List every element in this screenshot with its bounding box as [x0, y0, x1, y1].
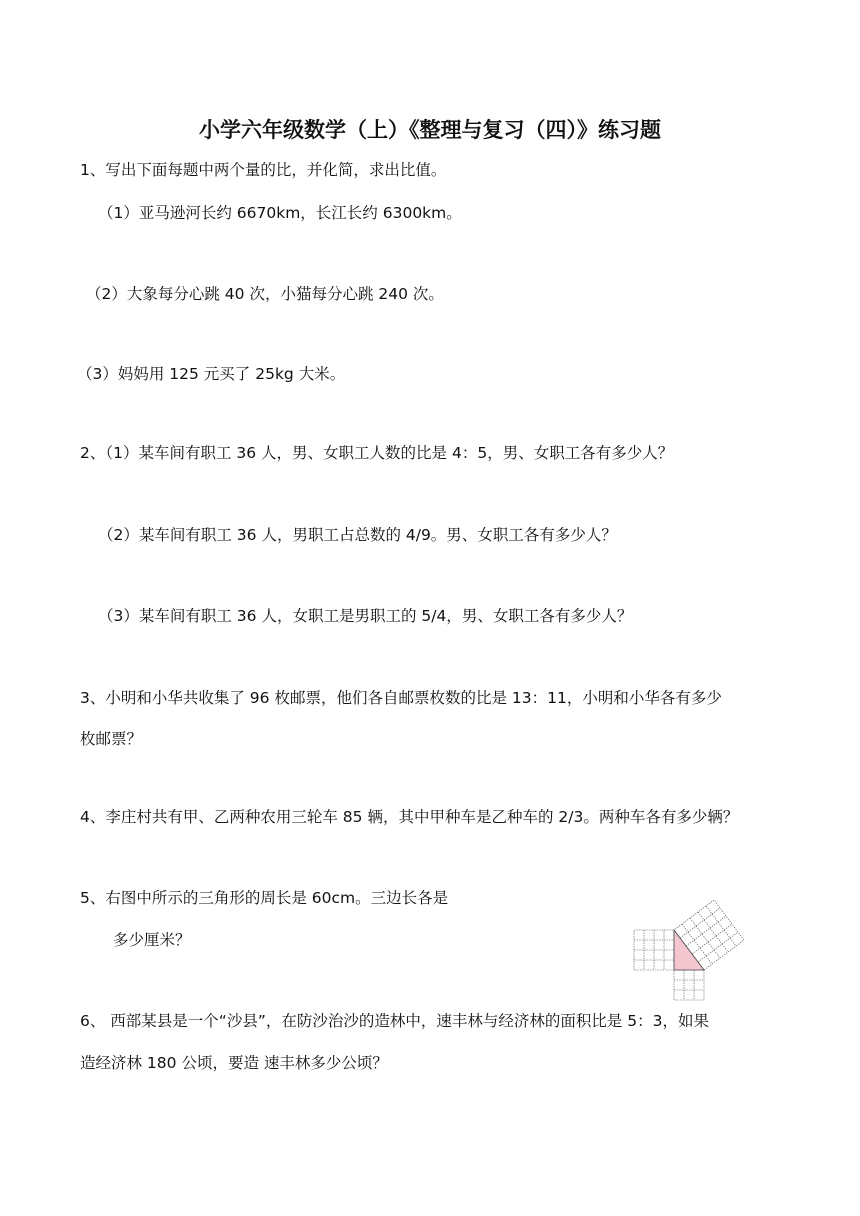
- question-1-part-2: （2）大象每分心跳 40 次，小猫每分心跳 240 次。: [86, 285, 444, 303]
- question-2-part-1: 2、（1）某车间有职工 36 人，男、女职工人数的比是 4：5，男、女职工各有多少人？: [80, 444, 674, 462]
- bottom-square-grid: [674, 970, 704, 1000]
- question-3-line-1: 3、小明和小华共收集了 96 枚邮票，他们各自邮票枚数的比是 13：11，小明和小华各有多少: [80, 689, 722, 707]
- pink-triangle: [674, 930, 704, 970]
- page-title: 小学六年级数学（上）《整理与复习（四）》练习题: [199, 118, 661, 142]
- question-3-line-2: 枚邮票？: [80, 730, 143, 748]
- question-1-part-1: （1）亚马逊河长约 6670km，长江长约 6300km。: [98, 204, 462, 222]
- left-square-grid: [634, 930, 674, 970]
- question-1-stem: 1、写出下面每题中两个量的比，并化简，求出比值。: [80, 161, 447, 179]
- question-2-part-2: （2）某车间有职工 36 人，男职工占总数的 4/9。男、女职工各有多少人？: [98, 526, 617, 544]
- question-5-line-1: 5、右图中所示的三角形的周长是 60cm。三边长各是: [80, 889, 449, 907]
- question-2-part-3: （3）某车间有职工 36 人，女职工是男职工的 5/4，男、女职工各有多少人？: [98, 607, 633, 625]
- question-1-part-3: （3）妈妈用 125 元买了 25kg 大米。: [77, 365, 346, 383]
- question-6-line-2: 造经济林 180 公顷，要造 速丰林多少公顷？: [80, 1054, 388, 1072]
- right-triangle-figure: [632, 900, 777, 1002]
- question-5-line-2: 多少厘米？: [113, 931, 191, 949]
- question-4-line-1: 4、李庄村共有甲、乙两种农用三轮车 85 辆，其中甲种车是乙种车的 2/3。两种车各有多少辆？: [80, 808, 739, 826]
- question-6-line-1: 6、 西部某县是一个“沙县”，在防沙治沙的造林中，速丰林与经济林的面积比是 5：3，如果: [80, 1012, 710, 1030]
